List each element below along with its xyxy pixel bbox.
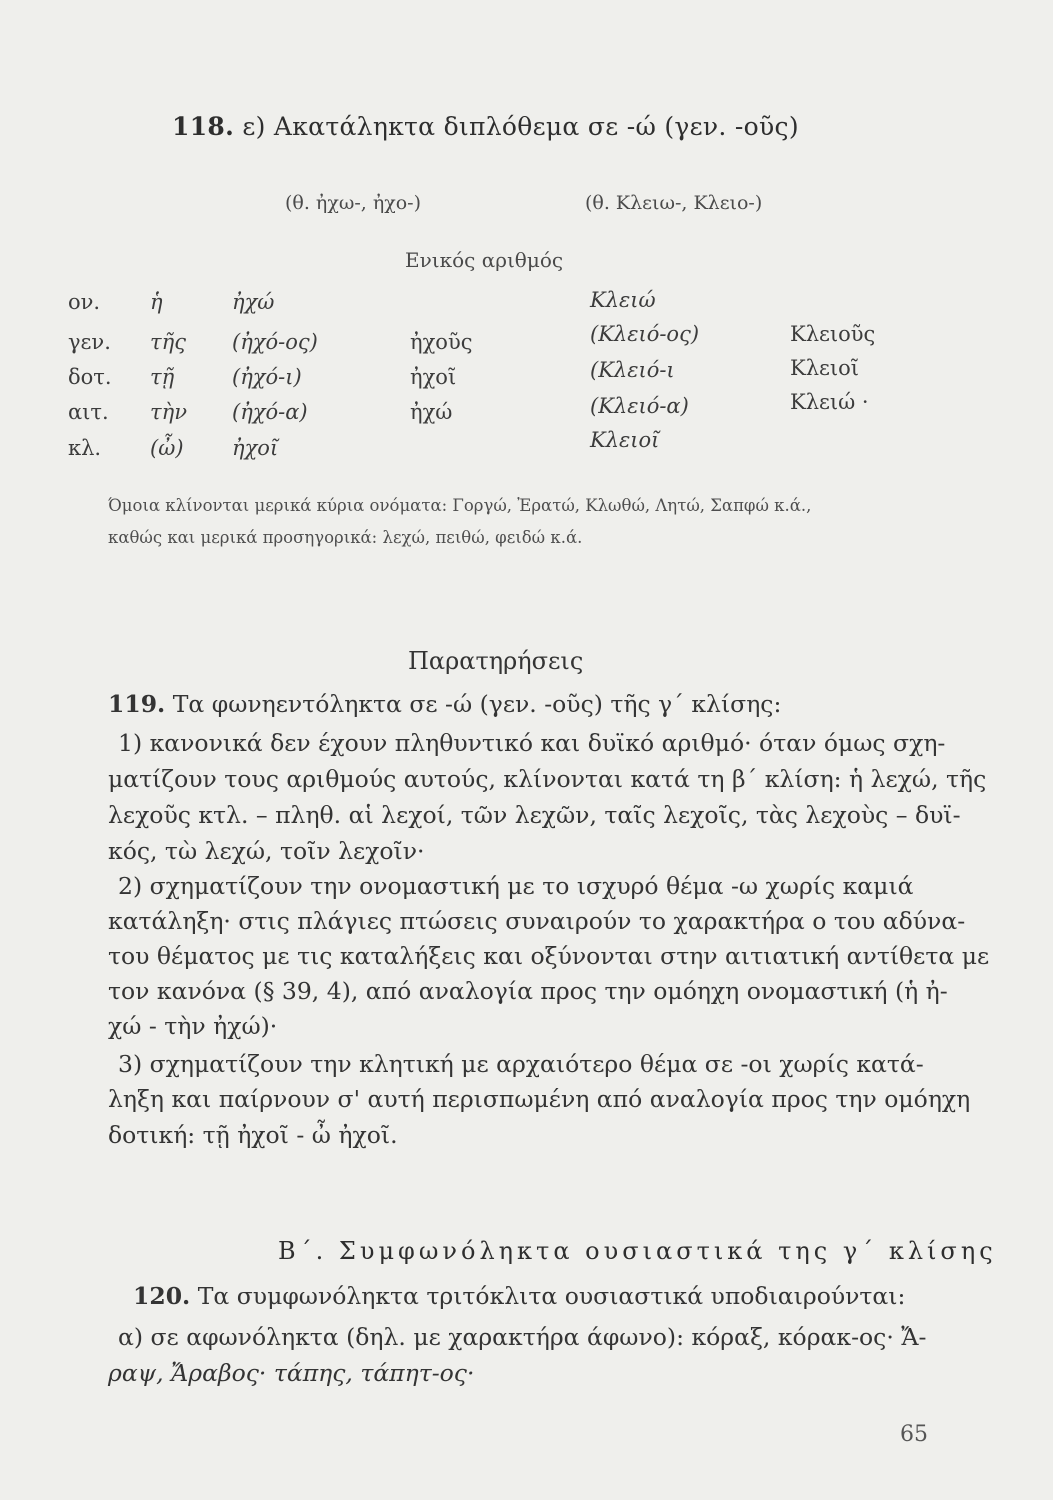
paragraph-number: 119. bbox=[108, 690, 166, 718]
table-cell-case: αιτ. bbox=[68, 400, 109, 424]
stem-echo: (θ. ἠχω-, ἠχο-) bbox=[285, 192, 421, 214]
section-b-title: Β΄. Συμφωνόληκτα ουσιαστικά της γ΄ κλίσης bbox=[278, 1237, 997, 1265]
table-cell-article: τῆς bbox=[150, 330, 186, 354]
observations-title: Παρατηρήσεις bbox=[408, 647, 584, 675]
paragraph-line: Τα συμφωνόληκτα τριτόκλιτα ουσιαστικά υποδιαιρούνται: bbox=[197, 1282, 906, 1310]
table-cell-contracted: ἠχώ bbox=[410, 400, 453, 424]
table-cell-kleio-contracted: Κλειοῦς bbox=[790, 322, 876, 346]
table-cell-article: τῇ bbox=[150, 365, 175, 389]
table-cell-kleio-contracted: Κλειώ · bbox=[790, 390, 869, 414]
paragraph-line: 3) σχηματίζουν την κλητική με αρχαιότερο θέμα σε -οι χωρίς κατά- bbox=[118, 1050, 924, 1078]
table-cell-kleio: Κλειώ bbox=[590, 288, 656, 312]
page-number: 65 bbox=[900, 1422, 928, 1447]
table-cell-form: ἠχοῖ bbox=[232, 436, 279, 460]
table-cell-kleio: (Κλειό-α) bbox=[590, 394, 689, 418]
paragraph-line: α) σε αφωνόληκτα (δηλ. με χαρακτήρα άφωνο): κόραξ, κόρακ-ος· Ἄ- bbox=[118, 1323, 927, 1351]
paragraph-line: 2) σχηματίζουν την ονομαστική με το ισχυρό θέμα -ω χωρίς καμιά bbox=[118, 872, 914, 900]
note-line: καθώς και μερικά προσηγορικά: λεχώ, πειθώ, φειδώ κ.ά. bbox=[108, 528, 583, 547]
section-heading-text: ε) Ακατάληκτα διπλόθεμα σε -ώ (γεν. -οῦς) bbox=[242, 112, 799, 141]
paragraph-line: του θέματος με τις καταλήξεις και οξύνονται στην αιτιατική αντίθετα με bbox=[108, 942, 990, 970]
paragraph-line: ραψ, Ἄραβος· τάπης, τάπητ-ος· bbox=[108, 1359, 475, 1387]
table-cell-form: ἠχώ bbox=[232, 290, 275, 314]
table-cell-kleio: (Κλειό-ι bbox=[590, 358, 675, 382]
table-cell-kleio: Κλειοῖ bbox=[590, 428, 660, 452]
paragraph-line: ληξη και παίρνουν σ' αυτή περισπωμένη από αναλογία προς την ομόηχη bbox=[108, 1085, 971, 1113]
paragraph-number: 120. bbox=[133, 1282, 191, 1310]
paragraph-line: 1) κανονικά δεν έχουν πληθυντικό και δυϊκό αριθμό· όταν όμως σχη- bbox=[118, 729, 946, 757]
paragraph-line: Τα φωνηεντόληκτα σε -ώ (γεν. -οῦς) τῆς γ΄ κλίσης: bbox=[172, 690, 782, 718]
table-cell-article: ἡ bbox=[150, 290, 163, 314]
table-cell-contracted: ἠχοῖ bbox=[410, 365, 457, 389]
table-cell-article: (ὦ) bbox=[150, 436, 184, 460]
paragraph-line: τον κανόνα (§ 39, 4), από αναλογία προς την ομόηχη ονομαστική (ἡ ἠ- bbox=[108, 977, 948, 1005]
note-line: Όμοια κλίνονται μερικά κύρια ονόματα: Γοργώ, Ἐρατώ, Κλωθώ, Λητώ, Σαπφώ κ.ά., bbox=[108, 496, 812, 515]
section-118-heading bbox=[172, 112, 799, 141]
table-cell-form: (ἠχό-ι) bbox=[232, 365, 302, 389]
table-cell-article: τὴν bbox=[150, 400, 187, 424]
table-cell-case: γεν. bbox=[68, 330, 111, 354]
singular-number-label: Ενικός αριθμός bbox=[405, 248, 564, 272]
paragraph-line: λεχοῦς κτλ. – πληθ. αἱ λεχοί, τῶν λεχῶν, ταῖς λεχοῖς, τὰς λεχοὺς – δυϊ- bbox=[108, 801, 961, 829]
paragraph-line: δοτική: τῇ ἠχοῖ - ὦ ἠχοῖ. bbox=[108, 1121, 398, 1149]
table-cell-form: (ἠχό-α) bbox=[232, 400, 308, 424]
table-cell-contracted: ἠχοῦς bbox=[410, 330, 473, 354]
paragraph-line: χώ - τὴν ἠχώ)· bbox=[108, 1012, 278, 1040]
paragraph-line: κατάληξη· στις πλάγιες πτώσεις συναιρούν το χαρακτήρα ο του αδύνα- bbox=[108, 907, 966, 935]
section-number: 118. bbox=[172, 112, 235, 141]
table-cell-kleio-contracted: Κλειοῖ bbox=[790, 356, 859, 380]
table-cell-case: ον. bbox=[68, 290, 101, 314]
paragraph-line: ματίζουν τους αριθμούς αυτούς, κλίνονται κατά τη β΄ κλίση: ἡ λεχώ, τῆς bbox=[108, 765, 987, 793]
paragraph-line: κός, τὼ λεχώ, τοῖν λεχοῖν· bbox=[108, 837, 425, 865]
table-cell-kleio: (Κλειό-ος) bbox=[590, 322, 700, 346]
stem-kleio: (θ. Κλειω-, Κλειο-) bbox=[585, 192, 763, 214]
table-cell-form: (ἠχό-ος) bbox=[232, 330, 318, 354]
table-cell-case: κλ. bbox=[68, 436, 102, 460]
table-cell-case: δοτ. bbox=[68, 365, 112, 389]
